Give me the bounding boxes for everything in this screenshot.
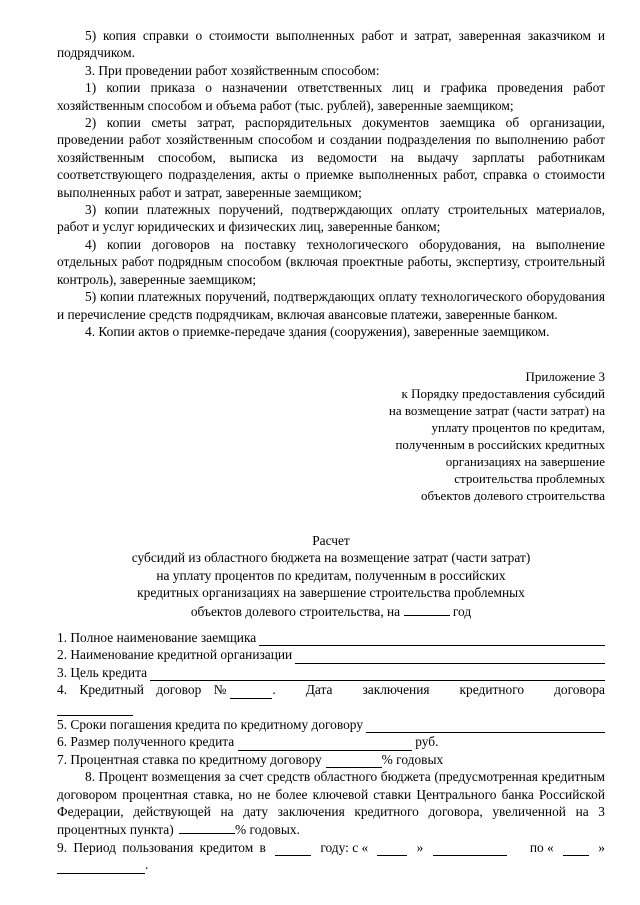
period-start-day-blank[interactable] — [377, 842, 407, 856]
field-credit-agreement — [57, 681, 605, 698]
bank-name-blank[interactable] — [295, 650, 605, 664]
item-3-3: 3) копии платежных поручений, подтверждающих оплату строительных материалов, работ и услуг юридических и физических лиц, заверенные банком; — [57, 202, 605, 235]
period-start-month-blank[interactable] — [433, 842, 507, 856]
calculation-form: 1. Полное наименование заемщика 2. Наименование кредитной организации 3. Цель кредита 4. Кредитный договор № . Дата заключения кредитного договора 5. Сроки погашения кредита по кредитному договору 6. Размер полученного кредита руб. 7. Процентная ставка по кредитному договору % годовых 8. Процент возмещения за счет средств областного бюджета (предусмотренная кредитным договором процентная ставка, но не более ключевой ставки Центрального банка Российской Федерации, действующей на дату заключения кредитного договора, увеличенной на 3 процентных пункта) % годовых. 9. Период пользования кредитом в году: с « » по « » . — [57, 629, 605, 873]
field-bank-name: 2. Наименование кредитной организации — [57, 646, 605, 663]
agreement-date-blank[interactable] — [57, 702, 133, 716]
agreement-number-label: 4. Кредитный договор № — [57, 682, 227, 698]
document-title — [57, 532, 605, 620]
period-end-month-blank[interactable] — [57, 860, 145, 874]
appendix-line: объектов долевого строительства — [421, 488, 605, 503]
period-year-blank[interactable] — [275, 842, 311, 856]
appendix-line: на возмещение затрат (части затрат) на — [388, 403, 605, 418]
agreement-date-label: . Дата заключения кредитного договора — [272, 682, 605, 698]
field-interest-rate: 7. Процентная ставка по кредитному договору % годовых — [57, 751, 444, 767]
title-line: объектов долевого строительства, на год — [190, 603, 472, 619]
appendix-header — [345, 368, 605, 504]
item-3-5-contractor-cert: 5) копия справки о стоимости выполненных работ и затрат, заверенная заказчиком и подрядчиком. — [57, 28, 605, 61]
title-word: Расчет — [312, 533, 350, 548]
appendix-line: уплату процентов по кредитам, — [431, 420, 605, 435]
credit-amount-blank[interactable] — [238, 737, 412, 751]
requirements-list — [57, 27, 605, 340]
year-blank[interactable] — [404, 602, 450, 616]
item-3-5: 5) копии платежных поручений, подтверждающих оплату технологического оборудования и перечисление средств подрядчикам, включая авансовые платежи, заверенные банком. — [57, 289, 605, 322]
field-usage-period: 9. Период пользования кредитом в году: с « » по « » — [57, 839, 605, 855]
reimbursement-percent-blank[interactable] — [179, 820, 235, 834]
borrower-name-blank[interactable] — [259, 632, 605, 646]
title-line: на уплату процентов по кредитам, полученным в российских — [156, 567, 506, 583]
interest-rate-blank[interactable] — [326, 754, 382, 768]
agreement-number-blank[interactable] — [230, 685, 272, 699]
field-reimbursement-percent: 8. Процент возмещения за счет средств областного бюджета (предусмотренная кредитным договором процентная ставка, но не более ключевой ставки Центрального банка Российской Федерации, действующей на дату заключения кредитного договора, увеличенной на 3 процентных пункта) % годовых. — [57, 769, 605, 838]
credit-purpose-blank[interactable] — [150, 667, 605, 681]
appendix-line: к Порядку предоставления субсидий — [401, 386, 605, 401]
appendix-line: организациях на завершение — [445, 454, 605, 469]
field-credit-amount: 6. Размер полученного кредита руб. — [57, 734, 439, 750]
item-4: 4. Копии актов о приемке-передаче здания (сооружения), заверенные заемщиком. — [85, 323, 550, 339]
item-3-heading: 3. При проведении работ хозяйственным способом: — [85, 62, 380, 78]
item-3-2: 2) копии сметы затрат, распорядительных документов заемщика об организации, проведении работ хозяйственным способом и создании подразделения по выполнению работ хозяйственным способом, выписка из ведомости на выдачу зарплаты работникам соответствующего подразделения, акты о приемке выполненных работ, справка о стоимости выполненных работ и затрат, заверенные заемщиком; — [57, 115, 605, 200]
field-repayment-terms: 5. Сроки погашения кредита по кредитному договору — [57, 716, 605, 733]
field-credit-purpose: 3. Цель кредита — [57, 664, 605, 681]
field-borrower-name: 1. Полное наименование заемщика — [57, 629, 605, 646]
appendix-line: Приложение 3 — [525, 369, 605, 384]
title-line: кредитных организациях на завершение строительства проблемных — [137, 585, 525, 601]
item-3-4: 4) копии договоров на поставку технологического оборудования, на выполнение отдельных работ подрядным способом (включая проектные работы, экспертизу, строительный контроль), заверенные заемщиком; — [57, 236, 605, 287]
repayment-terms-blank[interactable] — [366, 719, 605, 733]
title-line: субсидий из областного бюджета на возмещение затрат (части затрат) — [131, 550, 531, 566]
item-3-1: 1) копии приказа о назначении ответственных лиц и графика проведения работ хозяйственным способом и объема работ (тыс. рублей), заверенные заемщиком; — [57, 80, 605, 113]
period-end-day-blank[interactable] — [563, 842, 589, 856]
appendix-line: строительства проблемных — [454, 471, 605, 486]
appendix-line: полученным в российских кредитных — [395, 437, 605, 452]
